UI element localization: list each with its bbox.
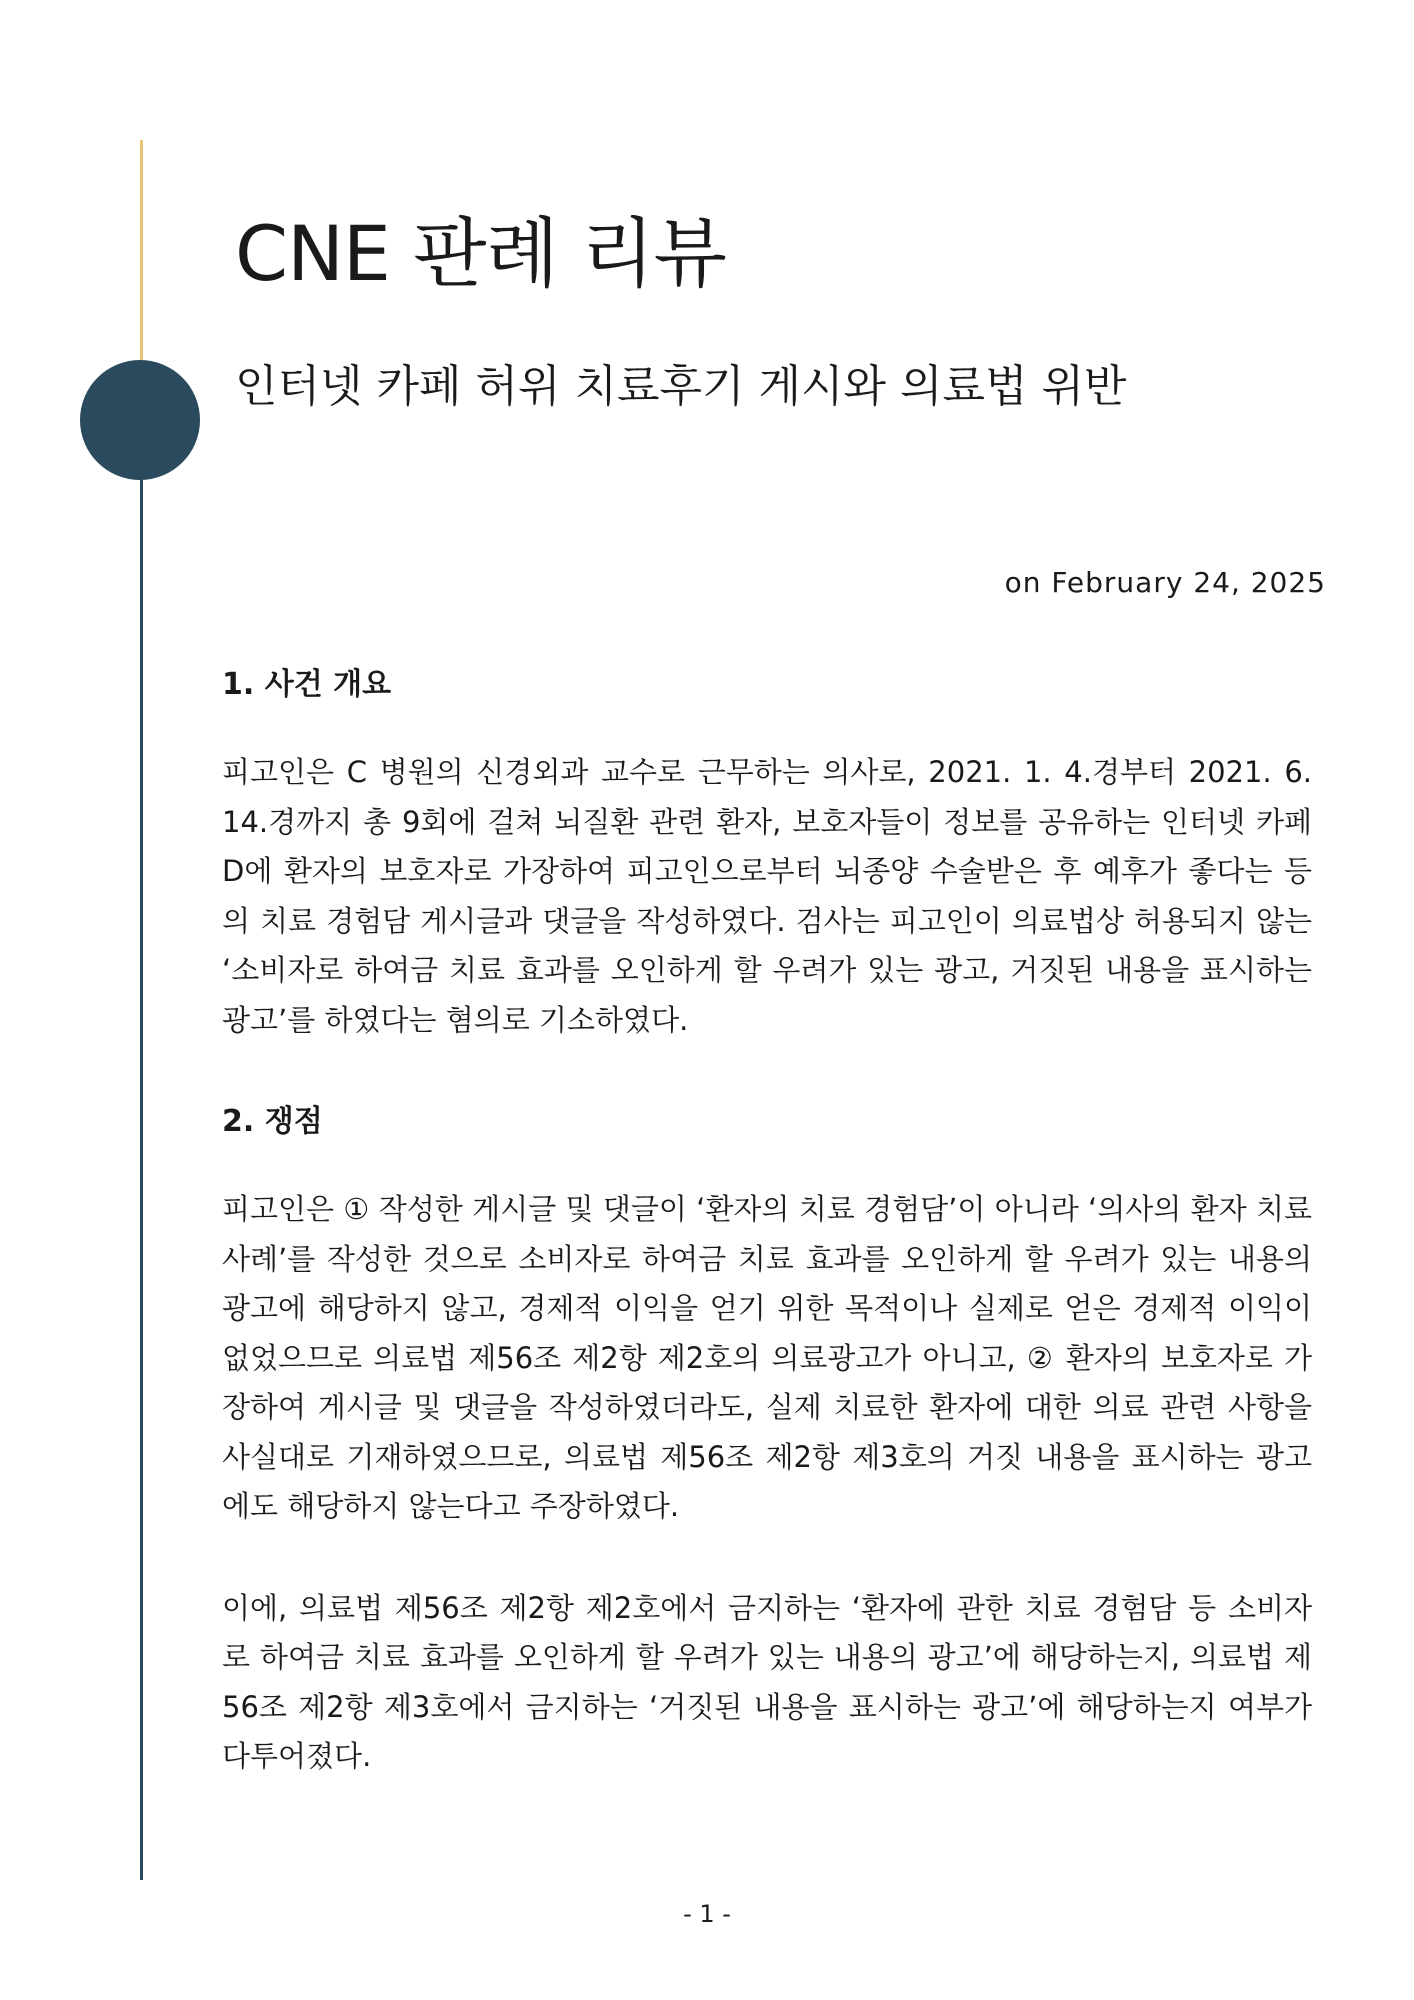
- page-number: - 1 -: [683, 1900, 731, 1928]
- section-heading: 1. 사건 개요: [222, 667, 392, 702]
- document-body: [222, 660, 1312, 1834]
- timeline-circle-marker: [80, 360, 200, 480]
- section-heading: 2. 쟁점: [222, 1104, 323, 1139]
- section-case-overview: [222, 660, 1312, 1045]
- timeline-line-navy: [140, 430, 143, 1880]
- section-paragraph: 피고인은 ① 작성한 게시글 및 댓글이 ‘환자의 치료 경험담’이 아니라 ‘의사의 환자 치료 사례’를 작성한 것으로 소비자로 하여금 치료 효과를 오인하게 할 우려가 있는 내용의 광고에 해당하지 않고, 경제적 이익을 얻기 위한 목적이나 실제로 얻은 경제적 이익이 없었으므로 의료법 제56조 제2항 제2호의 의료광고가 아니고, ② 환자의 보호자로 가장하여 게시글 및 댓글을 작성하였더라도, 실제 치료한 환자에 대한 의료 관련 사항을 사실대로 기재하였으므로, 의료법 제56조 제2항 제3호의 거짓 내용을 표시하는 광고에도 해당하지 않는다고 주장하였다.: [222, 1192, 1312, 1523]
- page-title: CNE 판례 리뷰: [235, 209, 726, 298]
- section-paragraph: 이에, 의료법 제56조 제2항 제2호에서 금지하는 ‘환자에 관한 치료 경험담 등 소비자로 하여금 치료 효과를 오인하게 할 우려가 있는 내용의 광고’에 해당하는지, 의료법 제56조 제2항 제3호에서 금지하는 ‘거짓된 내용을 표시하는 광고’에 해당하는지 여부가 다투어졌다.: [222, 1590, 1312, 1773]
- publish-date: on February 24, 2025: [1004, 566, 1326, 599]
- section-paragraph: 피고인은 C 병원의 신경외과 교수로 근무하는 의사로, 2021. 1. 4.경부터 2021. 6. 14.경까지 총 9회에 걸쳐 뇌질환 관련 환자, 보호자들이 정보를 공유하는 인터넷 카페 D에 환자의 보호자로 가장하여 피고인으로부터 뇌종양 수술받은 후 예후가 좋다는 등의 치료 경험담 게시글과 댓글을 작성하였다. 검사는 피고인이 의료법상 허용되지 않는 ‘소비자로 하여금 치료 효과를 오인하게 할 우려가 있는 광고, 거짓된 내용을 표시하는 광고’를 하였다는 혐의로 기소하였다.: [222, 755, 1312, 1037]
- section-issues: [222, 1097, 1312, 1782]
- page-subtitle: 인터넷 카페 허위 치료후기 게시와 의료법 위반: [235, 361, 1127, 412]
